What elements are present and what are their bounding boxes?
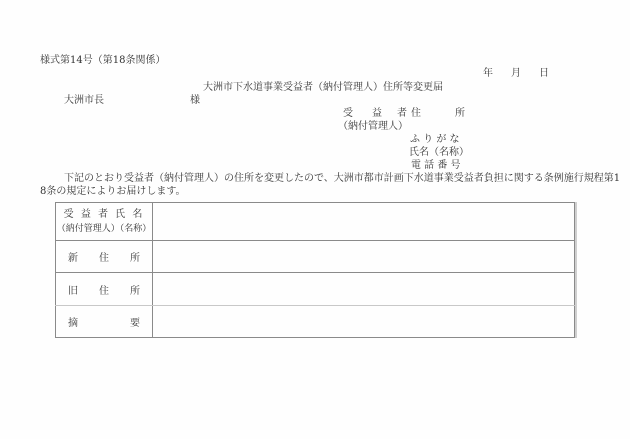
furigana-label: ふ り が な: [410, 134, 460, 145]
table-row: [56, 241, 575, 273]
date-month-label: 月: [511, 68, 521, 79]
addressee-honorific: 様: [190, 95, 200, 106]
new-address-label: 新 住 所: [56, 241, 153, 273]
date-day-label: 日: [539, 68, 549, 79]
remarks-field[interactable]: [153, 306, 575, 338]
addressee-name: 大洲市長: [64, 95, 104, 106]
form-number: 様式第14号（第18条関係）: [40, 55, 166, 66]
beneficiary-name-field[interactable]: [153, 203, 575, 241]
old-address-field[interactable]: [153, 273, 575, 306]
new-address-field[interactable]: [153, 241, 575, 273]
table-row: [56, 273, 575, 306]
document-title: 大洲市下水道事業受益者（納付管理人）住所等変更届: [203, 82, 443, 93]
change-form-table: [55, 202, 575, 338]
table-edge-shadow: [575, 202, 577, 338]
body-text-line1: 下記のとおり受益者（納付管理人）の住所を変更したので、大洲市都市計画下水道事業受益者負担に関する条例施行規程第1: [64, 173, 621, 184]
table-row: [56, 306, 575, 338]
old-address-label: 旧 住 所: [56, 273, 153, 306]
beneficiary-name-label: 受 益 者 氏 名 （納付管理人）（名称）: [56, 203, 153, 241]
phone-label: 電 話 番 号: [411, 160, 461, 171]
manager-label: （納付管理人）: [338, 121, 408, 132]
date-year-label: 年: [483, 68, 493, 79]
name-label: 氏名（名称）: [409, 147, 469, 158]
remarks-label: 摘 要: [56, 306, 153, 338]
table-row: [56, 203, 575, 241]
body-text-line2: 8条の規定によりお届けします。: [40, 186, 186, 197]
